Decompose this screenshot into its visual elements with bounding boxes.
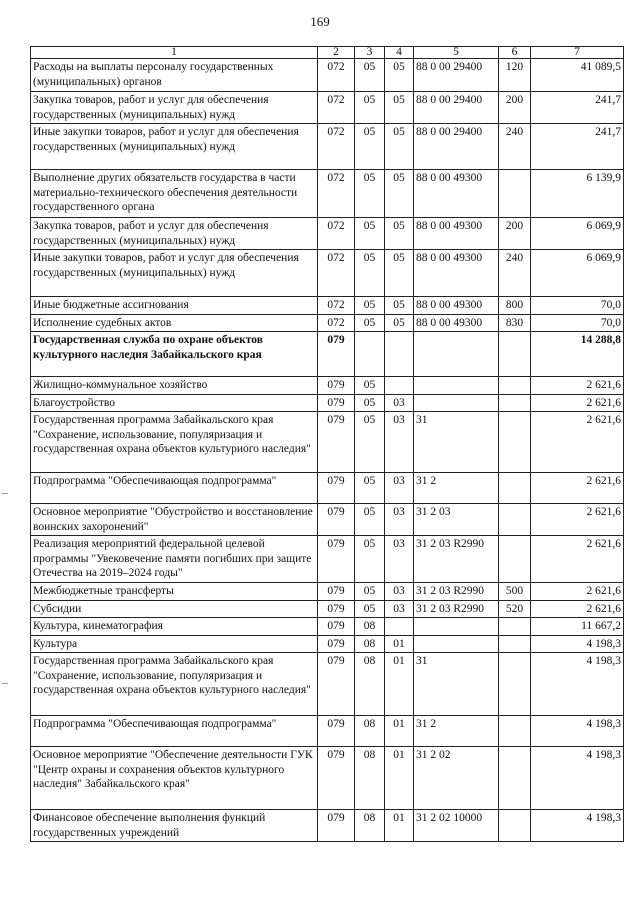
target-article-cell: 88 0 00 29400 [414,92,499,124]
target-article-cell: 31 2 03 R2990 [414,583,499,601]
item-name-cell: Основное мероприятие "Обустройство и восстановление воинских захоронений" [31,504,318,536]
department-code-cell: 079 [318,653,355,716]
item-name-cell: Подпрограмма "Обеспечивающая подпрограмма" [31,716,318,747]
expense-type-cell [499,473,531,504]
target-article-cell [414,394,499,412]
target-article-cell [414,377,499,395]
item-name-cell: Культура, кинематография [31,618,318,636]
amount-cell: 11 667,2 [531,618,624,636]
section-code-cell: 08 [355,747,385,810]
section-code-cell: 05 [355,250,385,297]
section-code-cell: 05 [355,536,385,583]
header-cell: 4 [385,47,414,59]
amount-cell: 241,7 [531,124,624,170]
target-article-cell: 88 0 00 49300 [414,297,499,315]
target-article-cell: 31 2 [414,473,499,504]
amount-cell: 2 621,6 [531,583,624,601]
subsection-code-cell: 05 [385,218,414,250]
subsection-code-cell: 03 [385,536,414,583]
table-row [31,653,624,716]
table-header-row [31,47,624,59]
department-code-cell: 072 [318,92,355,124]
section-code-cell: 05 [355,504,385,536]
item-name-cell: Подпрограмма "Обеспечивающая подпрограмма" [31,473,318,504]
table-row [31,394,624,412]
department-code-cell: 079 [318,536,355,583]
target-article-cell: 88 0 00 49300 [414,218,499,250]
item-name-cell: Реализация мероприятий федеральной целевой программы "Увековечение памяти погибших при защите Отечества на 2019–2024 годы" [31,536,318,583]
amount-cell: 2 621,6 [531,473,624,504]
target-article-cell: 88 0 00 49300 [414,170,499,218]
page-number: 169 [310,14,330,29]
header-cell: 1 [31,47,318,59]
expense-type-cell [499,394,531,412]
expense-type-cell: 800 [499,297,531,315]
amount-cell: 4 198,3 [531,747,624,810]
section-code-cell: 08 [355,618,385,636]
item-name-cell: Исполнение судебных актов [31,314,318,332]
department-code-cell: 079 [318,716,355,747]
expense-type-cell [499,635,531,653]
subsection-code-cell: 01 [385,716,414,747]
subsection-code-cell [385,377,414,395]
department-code-cell: 072 [318,218,355,250]
table-row [31,250,624,297]
amount-cell: 241,7 [531,92,624,124]
expense-type-cell [499,716,531,747]
subsection-code-cell: 05 [385,92,414,124]
department-code-cell: 079 [318,635,355,653]
expense-type-cell [499,412,531,473]
target-article-cell: 31 2 02 10000 [414,810,499,842]
table-row [31,583,624,601]
section-code-cell: 05 [355,297,385,315]
department-code-cell: 072 [318,170,355,218]
table-row [31,332,624,377]
item-name-cell: Государственная программа Забайкальского края "Сохранение, использование, популяризация и государственная охрана объектов культурного наследия" [31,653,318,716]
item-name-cell: Иные закупки товаров, работ и услуг для обеспечения государственных (муниципальных) нужд [31,124,318,170]
table-row [31,218,624,250]
header-cell: 6 [499,47,531,59]
department-code-cell: 079 [318,583,355,601]
department-code-cell: 072 [318,250,355,297]
target-article-cell: 88 0 00 29400 [414,124,499,170]
target-article-cell [414,332,499,377]
expense-type-cell [499,747,531,810]
department-code-cell: 079 [318,377,355,395]
section-code-cell: 08 [355,635,385,653]
amount-cell: 4 198,3 [531,810,624,842]
item-name-cell: Расходы на выплаты персоналу государственных (муниципальных) органов [31,59,318,92]
expense-type-cell [499,504,531,536]
amount-cell: 70,0 [531,297,624,315]
table-row [31,377,624,395]
section-code-cell: 05 [355,218,385,250]
target-article-cell: 31 2 02 [414,747,499,810]
department-code-cell: 079 [318,747,355,810]
margin-tick [2,493,8,494]
department-code-cell: 079 [318,473,355,504]
expense-type-cell [499,536,531,583]
section-code-cell: 08 [355,810,385,842]
amount-cell: 2 621,6 [531,412,624,473]
section-code-cell: 05 [355,170,385,218]
target-article-cell [414,635,499,653]
expense-type-cell [499,618,531,636]
item-name-cell: Закупка товаров, работ и услуг для обеспечения государственных (муниципальных) нужд [31,218,318,250]
expense-type-cell: 200 [499,92,531,124]
subsection-code-cell: 05 [385,59,414,92]
item-name-cell: Основное мероприятие "Обеспечение деятельности ГУК "Центр охраны и сохранения объектов культурного наследия" Забайкальского края" [31,747,318,810]
amount-cell: 4 198,3 [531,716,624,747]
item-name-cell: Субсидии [31,600,318,618]
subsection-code-cell: 01 [385,810,414,842]
item-name-cell: Иные закупки товаров, работ и услуг для обеспечения государственных (муниципальных) нужд [31,250,318,297]
table-row [31,473,624,504]
amount-cell: 6 069,9 [531,218,624,250]
table-row [31,747,624,810]
item-name-cell: Культура [31,635,318,653]
department-code-cell: 072 [318,314,355,332]
section-code-cell: 05 [355,583,385,601]
amount-cell: 2 621,6 [531,504,624,536]
item-name-cell: Благоустройство [31,394,318,412]
amount-cell: 6 139,9 [531,170,624,218]
subsection-code-cell [385,618,414,636]
table-row [31,536,624,583]
amount-cell: 2 621,6 [531,536,624,583]
subsection-code-cell: 05 [385,314,414,332]
target-article-cell: 31 2 03 R2990 [414,536,499,583]
item-name-cell: Жилищно-коммунальное хозяйство [31,377,318,395]
subsection-code-cell [385,332,414,377]
section-code-cell: 08 [355,653,385,716]
department-code-cell: 079 [318,332,355,377]
section-code-cell: 05 [355,377,385,395]
amount-cell: 41 089,5 [531,59,624,92]
amount-cell: 2 621,6 [531,600,624,618]
expense-type-cell [499,170,531,218]
margin-tick [2,683,8,684]
subsection-code-cell: 03 [385,473,414,504]
table-row [31,635,624,653]
table-row [31,92,624,124]
item-name-cell: Государственная служба по охране объектов культурного наследия Забайкальского края [31,332,318,377]
expense-type-cell [499,653,531,716]
subsection-code-cell: 01 [385,653,414,716]
expense-type-cell [499,377,531,395]
expense-type-cell: 830 [499,314,531,332]
header-cell: 7 [531,47,624,59]
section-code-cell: 05 [355,412,385,473]
amount-cell: 6 069,9 [531,250,624,297]
department-code-cell: 079 [318,504,355,536]
table-row [31,810,624,842]
amount-cell: 14 288,8 [531,332,624,377]
target-article-cell: 31 2 [414,716,499,747]
header-cell: 5 [414,47,499,59]
expense-type-cell: 200 [499,218,531,250]
subsection-code-cell: 05 [385,250,414,297]
item-name-cell: Закупка товаров, работ и услуг для обеспечения государственных (муниципальных) нужд [31,92,318,124]
section-code-cell: 05 [355,600,385,618]
section-code-cell [355,332,385,377]
department-code-cell: 079 [318,600,355,618]
expense-type-cell [499,810,531,842]
target-article-cell [414,618,499,636]
amount-cell: 4 198,3 [531,635,624,653]
department-code-cell: 072 [318,124,355,170]
target-article-cell: 31 [414,412,499,473]
expense-type-cell: 520 [499,600,531,618]
section-code-cell: 05 [355,92,385,124]
subsection-code-cell: 05 [385,124,414,170]
section-code-cell: 05 [355,314,385,332]
department-code-cell: 079 [318,394,355,412]
subsection-code-cell: 01 [385,635,414,653]
table-row [31,59,624,92]
table-row [31,600,624,618]
subsection-code-cell: 03 [385,583,414,601]
target-article-cell: 31 2 03 R2990 [414,600,499,618]
target-article-cell: 88 0 00 49300 [414,314,499,332]
section-code-cell: 05 [355,124,385,170]
table-row [31,504,624,536]
header-cell: 3 [355,47,385,59]
section-code-cell: 05 [355,59,385,92]
subsection-code-cell: 03 [385,504,414,536]
amount-cell: 70,0 [531,314,624,332]
item-name-cell: Государственная программа Забайкальского края "Сохранение, использование, популяризация и государственная охрана объектов культуриого наследия" [31,412,318,473]
section-code-cell: 08 [355,716,385,747]
subsection-code-cell: 05 [385,297,414,315]
amount-cell: 2 621,6 [531,394,624,412]
table-row [31,170,624,218]
target-article-cell: 31 2 03 [414,504,499,536]
target-article-cell: 88 0 00 49300 [414,250,499,297]
expense-type-cell: 240 [499,124,531,170]
target-article-cell: 31 [414,653,499,716]
subsection-code-cell: 01 [385,747,414,810]
budget-table [30,46,624,842]
expense-type-cell: 500 [499,583,531,601]
table-row [31,618,624,636]
section-code-cell: 05 [355,473,385,504]
subsection-code-cell: 03 [385,600,414,618]
table-row [31,716,624,747]
department-code-cell: 072 [318,59,355,92]
department-code-cell: 079 [318,810,355,842]
table-row [31,124,624,170]
amount-cell: 2 621,6 [531,377,624,395]
subsection-code-cell: 05 [385,170,414,218]
expense-type-cell: 240 [499,250,531,297]
amount-cell: 4 198,3 [531,653,624,716]
subsection-code-cell: 03 [385,412,414,473]
department-code-cell: 079 [318,618,355,636]
item-name-cell: Иные бюджетные ассигнования [31,297,318,315]
department-code-cell: 072 [318,297,355,315]
table-row [31,297,624,315]
header-cell: 2 [318,47,355,59]
item-name-cell: Выполнение других обязательств государства в части материально-технического обеспечения деятельности государственного органа [31,170,318,218]
subsection-code-cell: 03 [385,394,414,412]
department-code-cell: 079 [318,412,355,473]
expense-type-cell: 120 [499,59,531,92]
section-code-cell: 05 [355,394,385,412]
table-row [31,314,624,332]
item-name-cell: Межбюджетные трансферты [31,583,318,601]
expense-type-cell [499,332,531,377]
target-article-cell: 88 0 00 29400 [414,59,499,92]
table-row [31,412,624,473]
item-name-cell: Финансовое обеспечение выполнения функций государственных учреждений [31,810,318,842]
